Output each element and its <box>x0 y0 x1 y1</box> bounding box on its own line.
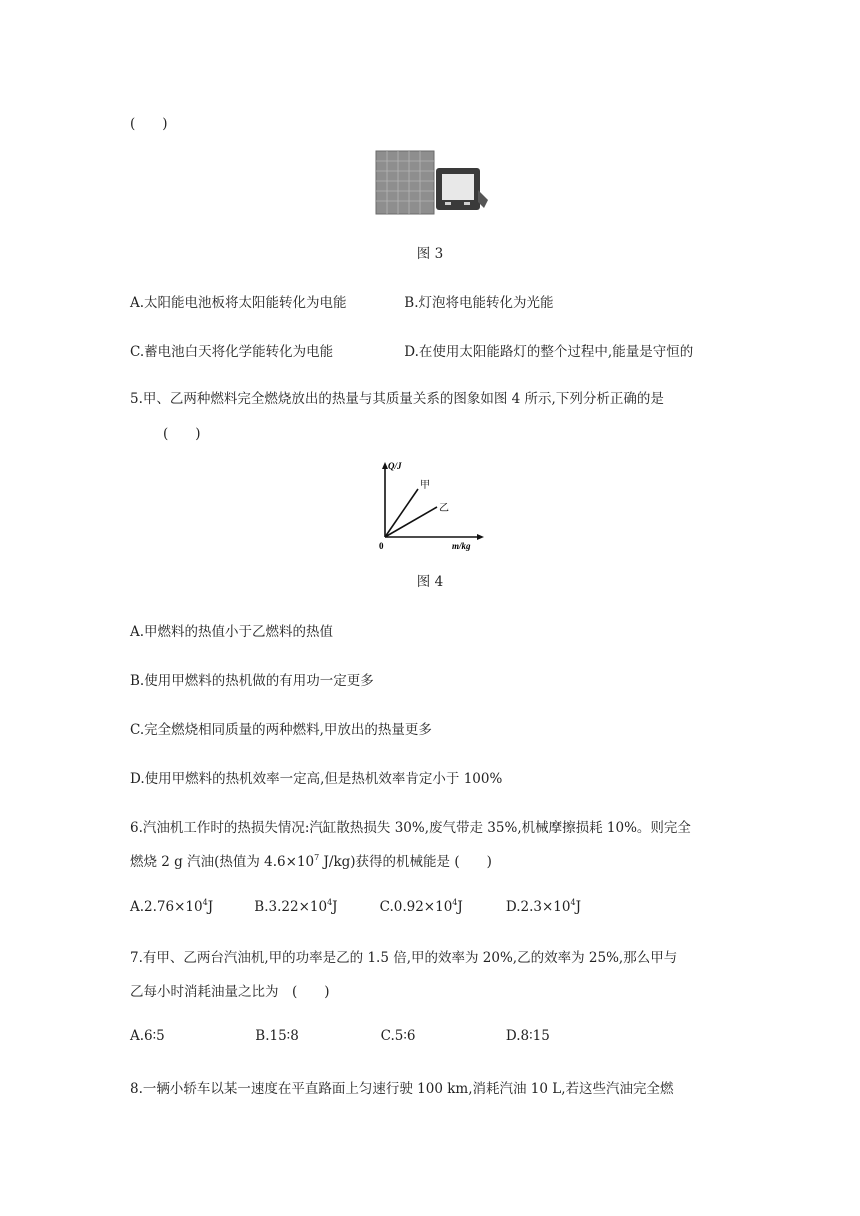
q6-option-d <box>506 898 581 915</box>
q6-option-d-unit: J <box>575 899 581 915</box>
q7-option-b: B.15∶8 <box>255 1028 299 1044</box>
q6-option-b-exp: 4 <box>327 898 333 907</box>
q6-option-c-base: C.0.92×10 <box>379 899 453 915</box>
q6-options-row <box>130 898 581 915</box>
line-yi <box>385 507 437 537</box>
q6-stem-line-2 <box>130 850 492 870</box>
q7-stem-line-2: 乙每小时消耗油量之比为 ( ) <box>130 984 330 1000</box>
q7-options-row <box>130 1028 550 1044</box>
q6-option-b <box>254 898 375 915</box>
q5-option-a: A.甲燃料的热值小于乙燃料的热值 <box>130 624 334 640</box>
q6-option-d-exp: 4 <box>570 898 576 907</box>
q4-option-b: B.灯泡将电能转化为光能 <box>404 295 554 311</box>
q8-stem-line-1: 8.一辆小轿车以某一速度在平直路面上匀速行驶 100 km,消耗汽油 10 L,若这些汽油完全燃 <box>130 1081 674 1097</box>
q6-option-a-unit: J <box>207 899 214 915</box>
q6-option-a-base: A.2.76×10 <box>130 899 203 915</box>
q4-option-c: C.蓄电池白天将化学能转化为电能 <box>130 344 334 360</box>
line-jia-label: 甲 <box>420 480 430 491</box>
q6-option-b-unit: J <box>332 899 338 915</box>
q4-options-row-2 <box>130 340 693 360</box>
q6-option-b-base: B.3.22×10 <box>254 899 328 915</box>
q5-option-b: B.使用甲燃料的热机做的有用功一定更多 <box>130 673 374 689</box>
q6-option-c <box>380 898 502 915</box>
q6-stem-part-b: J/kg)获得的机械能是 ( ) <box>319 854 492 870</box>
q4-options-row-1 <box>130 291 554 311</box>
figure-3-solar-panel-and-lamp <box>374 148 490 218</box>
figure-4-heat-mass-graph <box>375 457 485 552</box>
figure-3-caption: 图 3 <box>416 246 444 262</box>
origin-label: 0 <box>379 541 384 551</box>
line-yi-label: 乙 <box>439 503 449 514</box>
q6-option-c-unit: J <box>457 899 463 915</box>
q6-stem-line-1: 6.汽油机工作时的热损失情况:汽缸散热损失 30%,废气带走 35%,机械摩擦损耗 10%。则完全 <box>130 820 691 836</box>
q7-option-d: D.8∶15 <box>505 1028 550 1044</box>
x-axis-label: m/kg <box>452 541 471 551</box>
q5-option-d: D.使用甲燃料的热机效率一定高,但是热机效率肯定小于 100% <box>130 771 503 787</box>
q6-option-c-exp: 4 <box>452 898 458 907</box>
q6-stem-exponent: 7 <box>314 853 320 862</box>
x-axis-arrow <box>477 534 484 540</box>
lamp-image <box>436 168 488 210</box>
line-jia <box>385 489 418 537</box>
q5-stem: 5.甲、乙两种燃料完全燃烧放出的热量与其质量关系的图象如图 4 所示,下列分析正确的是 <box>130 391 664 407</box>
figure-4-caption: 图 4 <box>416 574 444 590</box>
solar-panel-image <box>376 151 434 214</box>
q4-answer-bracket: ( ) <box>130 116 168 132</box>
q7-stem-line-1: 7.有甲、乙两台汽油机,甲的功率是乙的 1.5 倍,甲的效率为 20%,乙的效率为 25%,那么甲与 <box>130 950 678 966</box>
q5-option-c: C.完全燃烧相同质量的两种燃料,甲放出的热量更多 <box>130 722 432 738</box>
q4-option-a: A.太阳能电池板将太阳能转化为电能 <box>130 295 347 311</box>
q7-option-c: C.5∶6 <box>380 1028 416 1044</box>
q6-option-d-base: D.2.3×10 <box>505 899 571 915</box>
q6-option-a-exp: 4 <box>202 898 208 907</box>
q4-option-d: D.在使用太阳能路灯的整个过程中,能量是守恒的 <box>404 344 694 360</box>
q5-answer-bracket: ( ) <box>163 426 201 442</box>
q6-option-a <box>130 898 250 915</box>
y-axis-label: Q/J <box>388 461 402 471</box>
q7-option-a: A.6∶5 <box>130 1028 165 1044</box>
q6-stem-part-a: 燃烧 2 g 汽油(热值为 4.6×10 <box>130 854 315 870</box>
